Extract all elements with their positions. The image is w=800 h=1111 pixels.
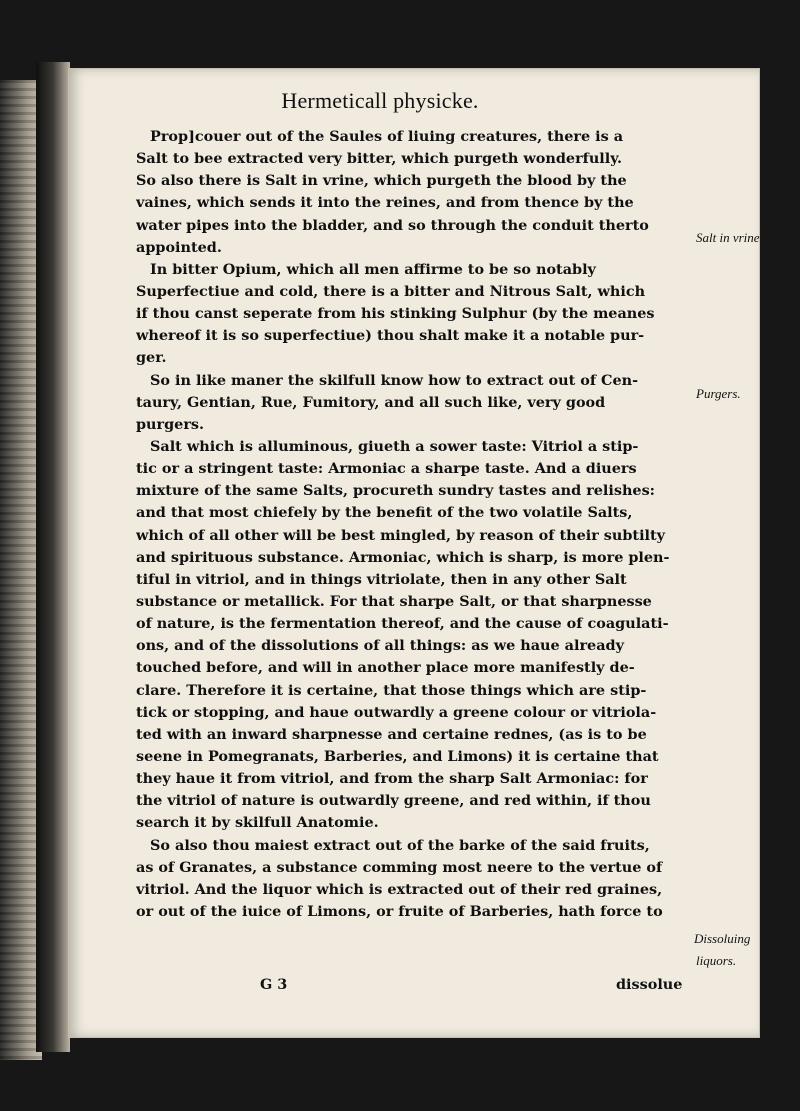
text-line: ted with an inward sharpnesse and certaine rednes, (as is to be	[136, 725, 647, 743]
page-body-text	[136, 126, 692, 923]
text-line: water pipes into the bladder, and so through the conduit therto	[136, 216, 649, 234]
text-line: ger.	[136, 349, 167, 367]
text-line: search it by skilfull Anatomie.	[136, 814, 379, 832]
text-line: if thou canst seperate from his stinking Sulphur (by the meanes	[136, 305, 655, 323]
text-line: the vitriol of nature is outwardly greene, and red within, if thou	[136, 792, 651, 810]
text-line: tick or stopping, and haue outwardly a greene colour or vitriola-	[136, 703, 657, 721]
text-line: tiful in vitriol, and in things vitriolate, then in any other Salt	[136, 570, 627, 588]
text-line: Salt to bee extracted very bitter, which purgeth wonderfully.	[136, 150, 622, 168]
text-line: or out of the iuice of Limons, or fruite of Barberies, hath force to	[136, 902, 663, 920]
text-line: Salt which is alluminous, giueth a sower taste: Vitriol a stip-	[150, 437, 639, 455]
text-line: So in like maner the skilfull know how to extract out of Cen-	[150, 371, 639, 389]
catchword: dissolue	[616, 976, 683, 993]
text-line: tic or a stringent taste: Armoniac a sharpe taste. And a diuers	[136, 460, 637, 478]
text-line: appointed.	[136, 238, 222, 256]
text-line: Superfectiue and cold, there is a bitter and Nitrous Salt, which	[136, 282, 646, 300]
text-line: they haue it from vitriol, and from the sharp Salt Armoniac: for	[136, 770, 648, 788]
text-line: vaines, which sends it into the reines, and from thence by the	[136, 194, 634, 212]
text-line: and spirituous substance. Armoniac, which is sharp, is more plen-	[136, 548, 670, 566]
text-line: In bitter Opium, which all men affirme to be so notably	[150, 260, 596, 278]
text-line: as of Granates, a substance comming most neere to the vertue of	[136, 858, 663, 876]
text-line: Prop]couer out of the Saules of liuing creatures, there is a	[150, 128, 624, 145]
text-line: touched before, and will in another place more manifestly de-	[136, 659, 635, 677]
text-line: which of all other will be best mingled, by reason of their subtilty	[136, 526, 666, 544]
margin-note-purgers: Purgers.	[696, 386, 741, 401]
margin-note-liquors: liquors.	[696, 953, 737, 968]
text-line: So also thou maiest extract out of the barke of the said fruits,	[150, 836, 650, 854]
margin-note-salt-in-urine: Salt in vrine	[696, 230, 760, 245]
text-line: vitriol. And the liquor which is extracted out of their red graines,	[136, 880, 663, 898]
book-page	[68, 68, 760, 1038]
margin-note-dissolving: Dissoluing	[694, 931, 751, 946]
text-line: seene in Pomegranats, Barberies, and Limons) it is certaine that	[136, 747, 659, 765]
book-binding-shadow	[36, 62, 70, 1052]
text-line: ons, and of the dissolutions of all things: as we haue already	[136, 637, 624, 655]
running-title: Hermeticall physicke.	[281, 88, 479, 113]
printer-signature: G 3	[260, 976, 288, 993]
text-line: clare. Therefore it is certaine, that those things which are stip-	[136, 681, 647, 699]
text-line: So also there is Salt in vrine, which purgeth the blood by the	[136, 172, 627, 190]
text-line: and that most chiefely by the benefit of the two volatile Salts,	[136, 504, 633, 522]
text-line: taury, Gentian, Rue, Fumitory, and all such like, very good	[136, 393, 606, 411]
text-line: mixture of the same Salts, procureth sundry tastes and relishes:	[136, 482, 655, 500]
text-line: of nature, is the fermentation thereof, and the cause of coagulati-	[136, 615, 669, 633]
text-line: substance or metallick. For that sharpe Salt, or that sharpnesse	[136, 592, 652, 610]
text-line: purgers.	[136, 415, 205, 433]
text-line: whereof it is so superfectiue) thou shalt make it a notable pur-	[136, 327, 645, 345]
